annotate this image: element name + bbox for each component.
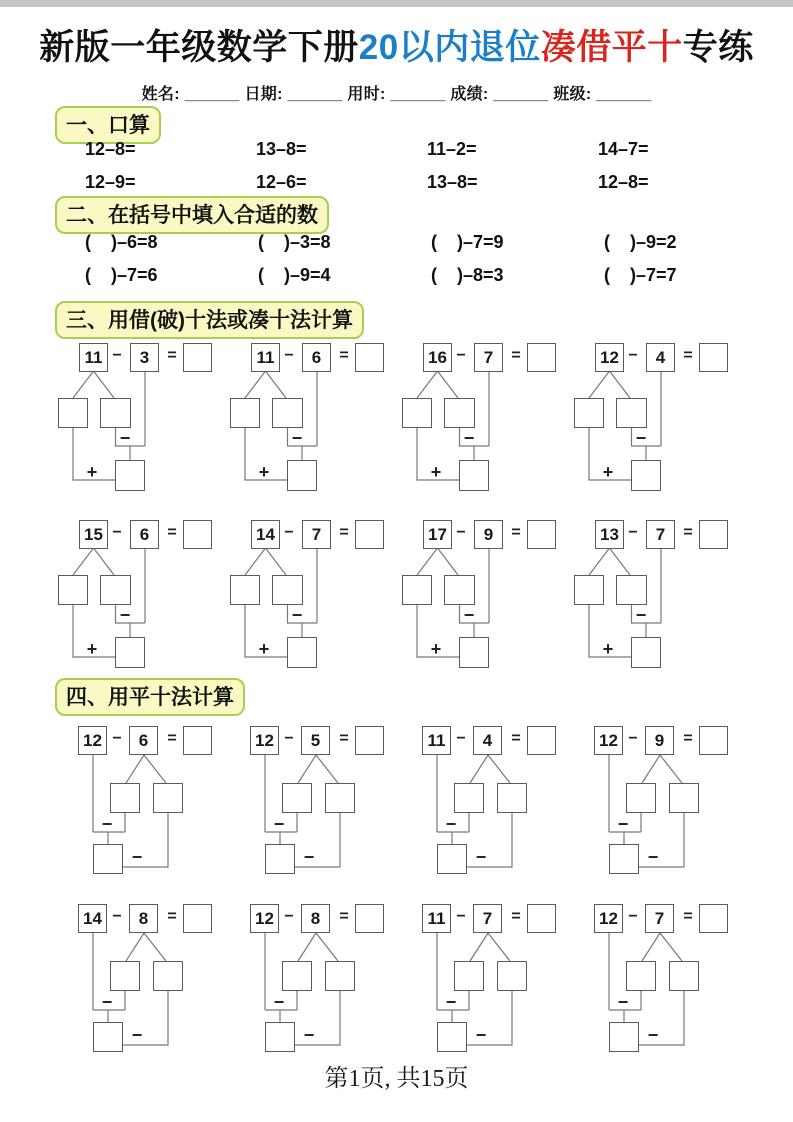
minuend-box: 11 (79, 343, 108, 372)
minus-sign: − (273, 992, 285, 1012)
minuend-box: 12 (594, 726, 623, 755)
minus-sign: − (284, 524, 294, 541)
fill-bracket-grid (85, 232, 777, 285)
subtrahend-box: 7 (473, 904, 502, 933)
split-right-box[interactable] (325, 961, 355, 991)
minus-sign: − (635, 428, 647, 448)
diagram-row (58, 726, 734, 878)
plus-sign: + (430, 462, 442, 482)
level-ten-diagram (230, 726, 390, 878)
oral-problem: 13–8= (256, 139, 307, 159)
minus-sign: − (456, 908, 466, 925)
minus-sign: − (303, 1025, 315, 1045)
oral-problem: 14–7= (598, 139, 649, 159)
minus-sign: − (628, 730, 638, 747)
equals-sign: = (683, 730, 693, 747)
subtrahend-box: 3 (130, 343, 159, 372)
minuend-box: 12 (250, 726, 279, 755)
minus-sign: − (131, 1025, 143, 1045)
minus-sign: − (445, 992, 457, 1012)
intermediate-result-box[interactable] (265, 1022, 295, 1052)
equals-sign: = (339, 347, 349, 364)
bracket-problem: ( )–3=8 (258, 232, 331, 252)
title-part-red: 凑借平十 (540, 28, 683, 67)
split-right-box[interactable] (272, 398, 303, 428)
split-left-box[interactable] (110, 783, 140, 813)
split-left-box[interactable] (230, 575, 260, 605)
bracket-problem: ( )–7=7 (604, 265, 677, 285)
equals-sign: = (167, 524, 177, 541)
minus-sign: − (112, 347, 122, 364)
borrow-ten-diagram (402, 520, 562, 672)
split-right-box[interactable] (325, 783, 355, 813)
minus-sign: − (131, 847, 143, 867)
subtrahend-box: 7 (646, 520, 675, 549)
minus-sign: − (119, 605, 131, 625)
bracket-problem: ( )–8=3 (431, 265, 504, 285)
section2-heading: 二、在括号中填入合适的数 (55, 196, 329, 234)
split-right-box[interactable] (444, 575, 475, 605)
split-right-box[interactable] (497, 961, 527, 991)
split-left-box[interactable] (626, 783, 656, 813)
minus-sign: − (628, 347, 638, 364)
minuend-box: 11 (422, 726, 451, 755)
split-left-box[interactable] (58, 575, 88, 605)
intermediate-result-box[interactable] (437, 1022, 467, 1052)
split-right-box[interactable] (616, 398, 647, 428)
bracket-problem: ( )–9=2 (604, 232, 677, 252)
split-left-box[interactable] (282, 961, 312, 991)
minuend-box: 12 (78, 726, 107, 755)
equals-sign: = (167, 908, 177, 925)
answer-box[interactable] (355, 904, 384, 933)
equals-sign: = (511, 908, 521, 925)
answer-box[interactable] (527, 904, 556, 933)
minus-sign: − (284, 347, 294, 364)
answer-box[interactable] (183, 520, 212, 549)
minus-sign: − (617, 814, 629, 834)
answer-box[interactable] (355, 520, 384, 549)
subtrahend-box: 7 (302, 520, 331, 549)
minus-sign: − (284, 908, 294, 925)
minus-sign: − (112, 524, 122, 541)
equals-sign: = (683, 908, 693, 925)
minuend-box: 12 (594, 904, 623, 933)
equals-sign: = (683, 524, 693, 541)
equals-sign: = (511, 347, 521, 364)
oral-problem: 12–6= (256, 172, 307, 192)
subtrahend-box: 8 (129, 904, 158, 933)
intermediate-result-box[interactable] (93, 844, 123, 874)
minus-sign: − (463, 605, 475, 625)
plus-sign: + (86, 462, 98, 482)
answer-box[interactable] (527, 726, 556, 755)
subtrahend-box: 6 (129, 726, 158, 755)
level-ten-diagram (58, 726, 218, 878)
level-ten-diagram (574, 904, 734, 1056)
intermediate-result-box[interactable] (459, 460, 489, 491)
minus-sign: − (475, 1025, 487, 1045)
split-left-box[interactable] (58, 398, 88, 428)
minuend-box: 16 (423, 343, 452, 372)
equals-sign: = (167, 730, 177, 747)
subtrahend-box: 9 (645, 726, 674, 755)
intermediate-result-box[interactable] (609, 1022, 639, 1052)
minus-sign: − (119, 428, 131, 448)
answer-box[interactable] (527, 343, 556, 372)
minuend-box: 11 (422, 904, 451, 933)
minuend-box: 14 (251, 520, 280, 549)
minus-sign: − (628, 524, 638, 541)
equals-sign: = (683, 347, 693, 364)
intermediate-result-box[interactable] (287, 637, 317, 668)
minuend-box: 13 (595, 520, 624, 549)
diagram-row (58, 520, 734, 672)
level-ten-diagram (402, 726, 562, 878)
minuend-box: 12 (250, 904, 279, 933)
split-left-box[interactable] (454, 783, 484, 813)
equals-sign: = (511, 524, 521, 541)
minus-sign: − (101, 992, 113, 1012)
split-left-box[interactable] (574, 575, 604, 605)
equals-sign: = (339, 524, 349, 541)
answer-box[interactable] (527, 520, 556, 549)
answer-box[interactable] (183, 904, 212, 933)
minus-sign: − (273, 814, 285, 834)
split-left-box[interactable] (626, 961, 656, 991)
subtrahend-box: 4 (473, 726, 502, 755)
minuend-box: 11 (251, 343, 280, 372)
subtrahend-box: 7 (474, 343, 503, 372)
answer-box[interactable] (183, 726, 212, 755)
bracket-problem: ( )–9=4 (258, 265, 331, 285)
borrow-ten-diagram (574, 343, 734, 495)
split-left-box[interactable] (402, 398, 432, 428)
split-right-box[interactable] (669, 961, 699, 991)
plus-sign: + (258, 639, 270, 659)
subtrahend-box: 7 (645, 904, 674, 933)
minus-sign: − (112, 908, 122, 925)
borrow-ten-diagram (230, 343, 390, 495)
split-right-box[interactable] (100, 398, 131, 428)
minus-sign: − (456, 730, 466, 747)
minus-sign: − (456, 347, 466, 364)
subtrahend-box: 6 (130, 520, 159, 549)
equals-sign: = (511, 730, 521, 747)
student-info-line: 姓名: ______ 日期: ______ 用时: ______ 成绩: ______ 班级: ______ (141, 86, 652, 103)
split-right-box[interactable] (272, 575, 303, 605)
minus-sign: − (617, 992, 629, 1012)
subtrahend-box: 9 (474, 520, 503, 549)
split-right-box[interactable] (497, 783, 527, 813)
split-right-box[interactable] (153, 961, 183, 991)
intermediate-result-box[interactable] (265, 844, 295, 874)
split-left-box[interactable] (230, 398, 260, 428)
intermediate-result-box[interactable] (287, 460, 317, 491)
borrow-ten-diagram (574, 520, 734, 672)
page-number: 第1页, 共15页 (324, 1066, 469, 1092)
subtrahend-box: 8 (301, 904, 330, 933)
borrow-ten-diagram (402, 343, 562, 495)
intermediate-result-box[interactable] (437, 844, 467, 874)
title-part-blue: 20以内退位 (358, 28, 541, 67)
minus-sign: − (284, 730, 294, 747)
intermediate-result-box[interactable] (631, 637, 661, 668)
minus-sign: − (647, 847, 659, 867)
minus-sign: − (456, 524, 466, 541)
section4-heading: 四、用平十法计算 (55, 678, 245, 716)
intermediate-result-box[interactable] (609, 844, 639, 874)
bracket-problem: ( )–7=9 (431, 232, 504, 252)
level-ten-diagram (402, 904, 562, 1056)
oral-problem: 12–8= (598, 172, 649, 192)
level-ten-diagram (574, 726, 734, 878)
diagram-row (58, 343, 734, 495)
answer-box[interactable] (699, 904, 728, 933)
bracket-problem: ( )–7=6 (85, 265, 158, 285)
subtrahend-box: 6 (302, 343, 331, 372)
minus-sign: − (291, 428, 303, 448)
page-title (0, 20, 793, 70)
split-left-box[interactable] (282, 783, 312, 813)
equals-sign: = (339, 908, 349, 925)
plus-sign: + (258, 462, 270, 482)
minus-sign: − (101, 814, 113, 834)
minus-sign: − (647, 1025, 659, 1045)
answer-box[interactable] (699, 726, 728, 755)
minuend-box: 17 (423, 520, 452, 549)
oral-problem: 12–9= (85, 172, 136, 192)
plus-sign: + (602, 639, 614, 659)
split-right-box[interactable] (616, 575, 647, 605)
split-left-box[interactable] (574, 398, 604, 428)
minuend-box: 15 (79, 520, 108, 549)
equals-sign: = (167, 347, 177, 364)
minus-sign: − (112, 730, 122, 747)
scan-edge (0, 0, 793, 7)
title-part-black1: 新版一年级数学下册 (39, 28, 359, 67)
split-right-box[interactable] (444, 398, 475, 428)
title-part-black2: 专练 (682, 28, 754, 67)
plus-sign: + (430, 639, 442, 659)
answer-box[interactable] (183, 343, 212, 372)
minus-sign: − (445, 814, 457, 834)
intermediate-result-box[interactable] (115, 460, 145, 491)
intermediate-result-box[interactable] (115, 637, 145, 668)
minus-sign: − (628, 908, 638, 925)
subtrahend-box: 5 (301, 726, 330, 755)
intermediate-result-box[interactable] (93, 1022, 123, 1052)
split-left-box[interactable] (402, 575, 432, 605)
minus-sign: − (475, 847, 487, 867)
equals-sign: = (339, 730, 349, 747)
answer-box[interactable] (355, 343, 384, 372)
borrow-ten-diagram (58, 520, 218, 672)
minus-sign: − (635, 605, 647, 625)
answer-box[interactable] (699, 520, 728, 549)
answer-box[interactable] (355, 726, 384, 755)
oral-arithmetic-grid (85, 139, 769, 192)
oral-problem: 11–2= (427, 139, 477, 159)
level-ten-diagram (58, 904, 218, 1056)
minus-sign: − (291, 605, 303, 625)
subtrahend-box: 4 (646, 343, 675, 372)
section3-heading: 三、用借(破)十法或凑十法计算 (55, 301, 364, 339)
split-right-box[interactable] (100, 575, 131, 605)
minus-sign: − (303, 847, 315, 867)
plus-sign: + (86, 639, 98, 659)
intermediate-result-box[interactable] (631, 460, 661, 491)
diagram-row (58, 904, 734, 1056)
section1-heading: 一、口算 (55, 106, 161, 144)
split-right-box[interactable] (153, 783, 183, 813)
oral-problem: 12–8= (85, 139, 136, 159)
oral-problem: 13–8= (427, 172, 478, 192)
borrow-ten-diagram (230, 520, 390, 672)
borrow-ten-diagram (58, 343, 218, 495)
minuend-box: 14 (78, 904, 107, 933)
plus-sign: + (602, 462, 614, 482)
intermediate-result-box[interactable] (459, 637, 489, 668)
split-left-box[interactable] (454, 961, 484, 991)
minus-sign: − (463, 428, 475, 448)
level-ten-diagram (230, 904, 390, 1056)
minuend-box: 12 (595, 343, 624, 372)
bracket-problem: ( )–6=8 (85, 232, 158, 252)
answer-box[interactable] (699, 343, 728, 372)
split-right-box[interactable] (669, 783, 699, 813)
split-left-box[interactable] (110, 961, 140, 991)
